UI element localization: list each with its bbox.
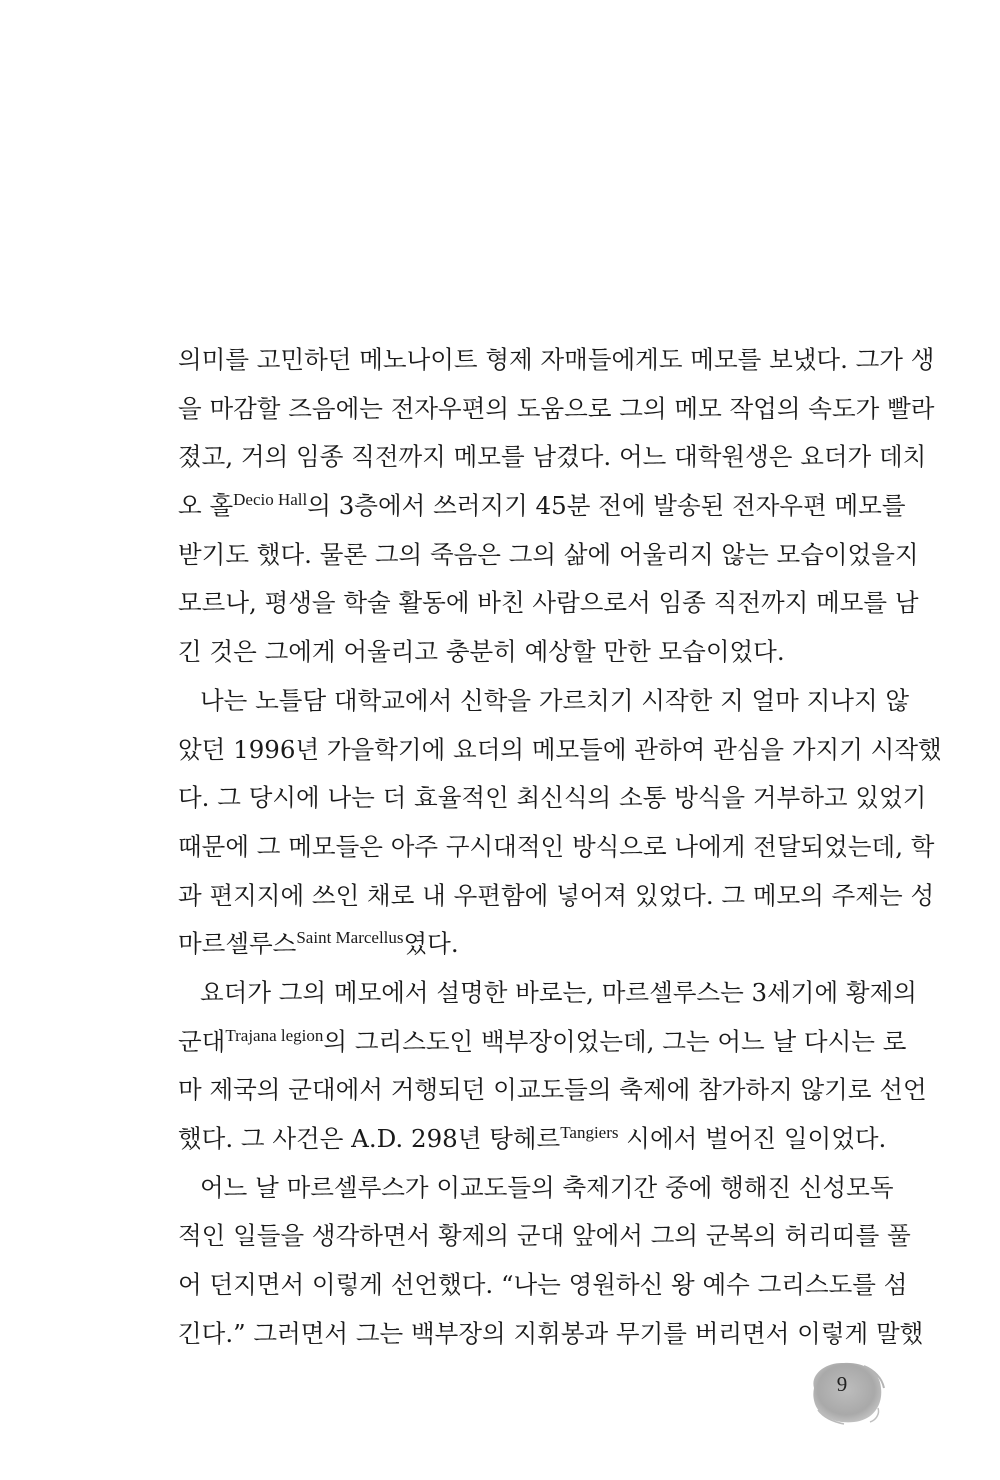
text-run: 때문에 그 메모들은 아주 구시대적인 방식으로 나에게 전달되었는데, 학 — [178, 831, 935, 861]
text-run: 을 마감할 즈음에는 전자우편의 도움으로 그의 메모 작업의 속도가 빨라 — [178, 393, 935, 423]
text-line — [178, 533, 919, 582]
english-gloss: Tangiers — [560, 1123, 619, 1142]
english-gloss: Decio Hall — [233, 490, 308, 510]
text-line — [178, 630, 854, 679]
text-line — [178, 1068, 927, 1117]
text-line — [178, 1263, 908, 1312]
text-run: 긴다.” 그러면서 그는 백부장의 지휘봉과 무기를 버리면서 이렇게 말했 — [178, 1318, 924, 1348]
text-line — [178, 776, 927, 825]
text-line — [178, 1214, 911, 1263]
text-run: 마르셀루스 — [178, 929, 297, 959]
text-line — [178, 971, 917, 1020]
text-line — [178, 825, 935, 874]
text-run: 받기도 했다. 물론 그의 죽음은 그의 삶에 어울리지 않는 모습이었을지 — [178, 539, 919, 569]
text-line — [178, 484, 906, 533]
body-text — [178, 338, 942, 1360]
text-run: 시에서 벌어진 일이었다. — [618, 1124, 887, 1153]
text-run: 나는 노틀담 대학교에서 신학을 가르치기 시작한 지 얼마 지나지 않 — [200, 685, 910, 715]
text-run: 의 그리스도인 백부장이었는데, 그는 어느 날 다시는 로 — [323, 1026, 907, 1056]
text-run: 과 편지지에 쓰인 채로 내 우편함에 넣어져 있었다. 그 메모의 주제는 성 — [178, 880, 935, 910]
text-run: 였다. — [403, 929, 459, 959]
text-line — [178, 874, 935, 923]
text-run: 았던 1996년 가을학기에 요더의 메모들에 관하여 관심을 가지기 시작했 — [178, 734, 942, 764]
text-run: 졌고, 거의 임종 직전까지 메모를 남겼다. 어느 대학원생은 요더가 데치 — [178, 442, 927, 472]
text-line — [178, 338, 935, 387]
paragraph-2 — [178, 679, 942, 971]
text-run: 의 3층에서 쓰러지기 45분 전에 발송된 전자우편 메모를 — [307, 491, 906, 521]
text-line — [178, 922, 854, 971]
text-run: 다. 그 당시에 나는 더 효율적인 최신식의 소통 방식을 거부하고 있었기 — [178, 783, 927, 813]
text-line — [178, 1166, 894, 1215]
text-line — [178, 435, 927, 484]
text-line — [178, 1117, 887, 1166]
text-run: 군대 — [178, 1026, 226, 1056]
text-line — [178, 387, 935, 436]
english-gloss: Saint Marcellus — [296, 928, 404, 948]
text-line — [178, 1020, 907, 1069]
paragraph-4 — [178, 1166, 924, 1361]
text-line — [178, 679, 910, 728]
paragraph-3 — [178, 971, 927, 1166]
text-run: 긴 것은 그에게 어울리고 충분히 예상할 만한 모습이었다. — [178, 637, 785, 667]
text-run: 마 제국의 군대에서 거행되던 이교도들의 축제에 참가하지 않기로 선언 — [178, 1075, 927, 1105]
text-run: 요더가 그의 메모에서 설명한 바로는, 마르셀루스는 3세기에 황제의 — [200, 977, 917, 1007]
page-number: 9 — [836, 1372, 848, 1396]
text-run: 의미를 고민하던 메노나이트 형제 자매들에게도 메모를 보냈다. 그가 생 — [178, 345, 935, 374]
text-line — [178, 581, 919, 630]
text-run: 어느 날 마르셀루스가 이교도들의 축제기간 중에 행해진 신성모독 — [200, 1172, 894, 1202]
english-gloss: Trajana legion — [225, 1025, 324, 1045]
page-number-badge — [804, 1358, 886, 1428]
text-run: 적인 일들을 생각하면서 황제의 군대 앞에서 그의 군복의 허리띠를 풀 — [178, 1221, 911, 1251]
text-line — [178, 728, 942, 777]
text-run: 오 홀 — [178, 491, 234, 521]
text-run: 어 던지면서 이렇게 선언했다. “나는 영원하신 왕 예수 그리스도를 섬 — [178, 1270, 908, 1300]
text-run: 모르나, 평생을 학술 활동에 바친 사람으로서 임종 직전까지 메모를 남 — [178, 588, 919, 618]
text-run: 했다. 그 사건은 A.D. 298년 탕헤르 — [178, 1124, 561, 1153]
paragraph-1 — [178, 338, 935, 679]
text-line — [178, 1312, 924, 1361]
